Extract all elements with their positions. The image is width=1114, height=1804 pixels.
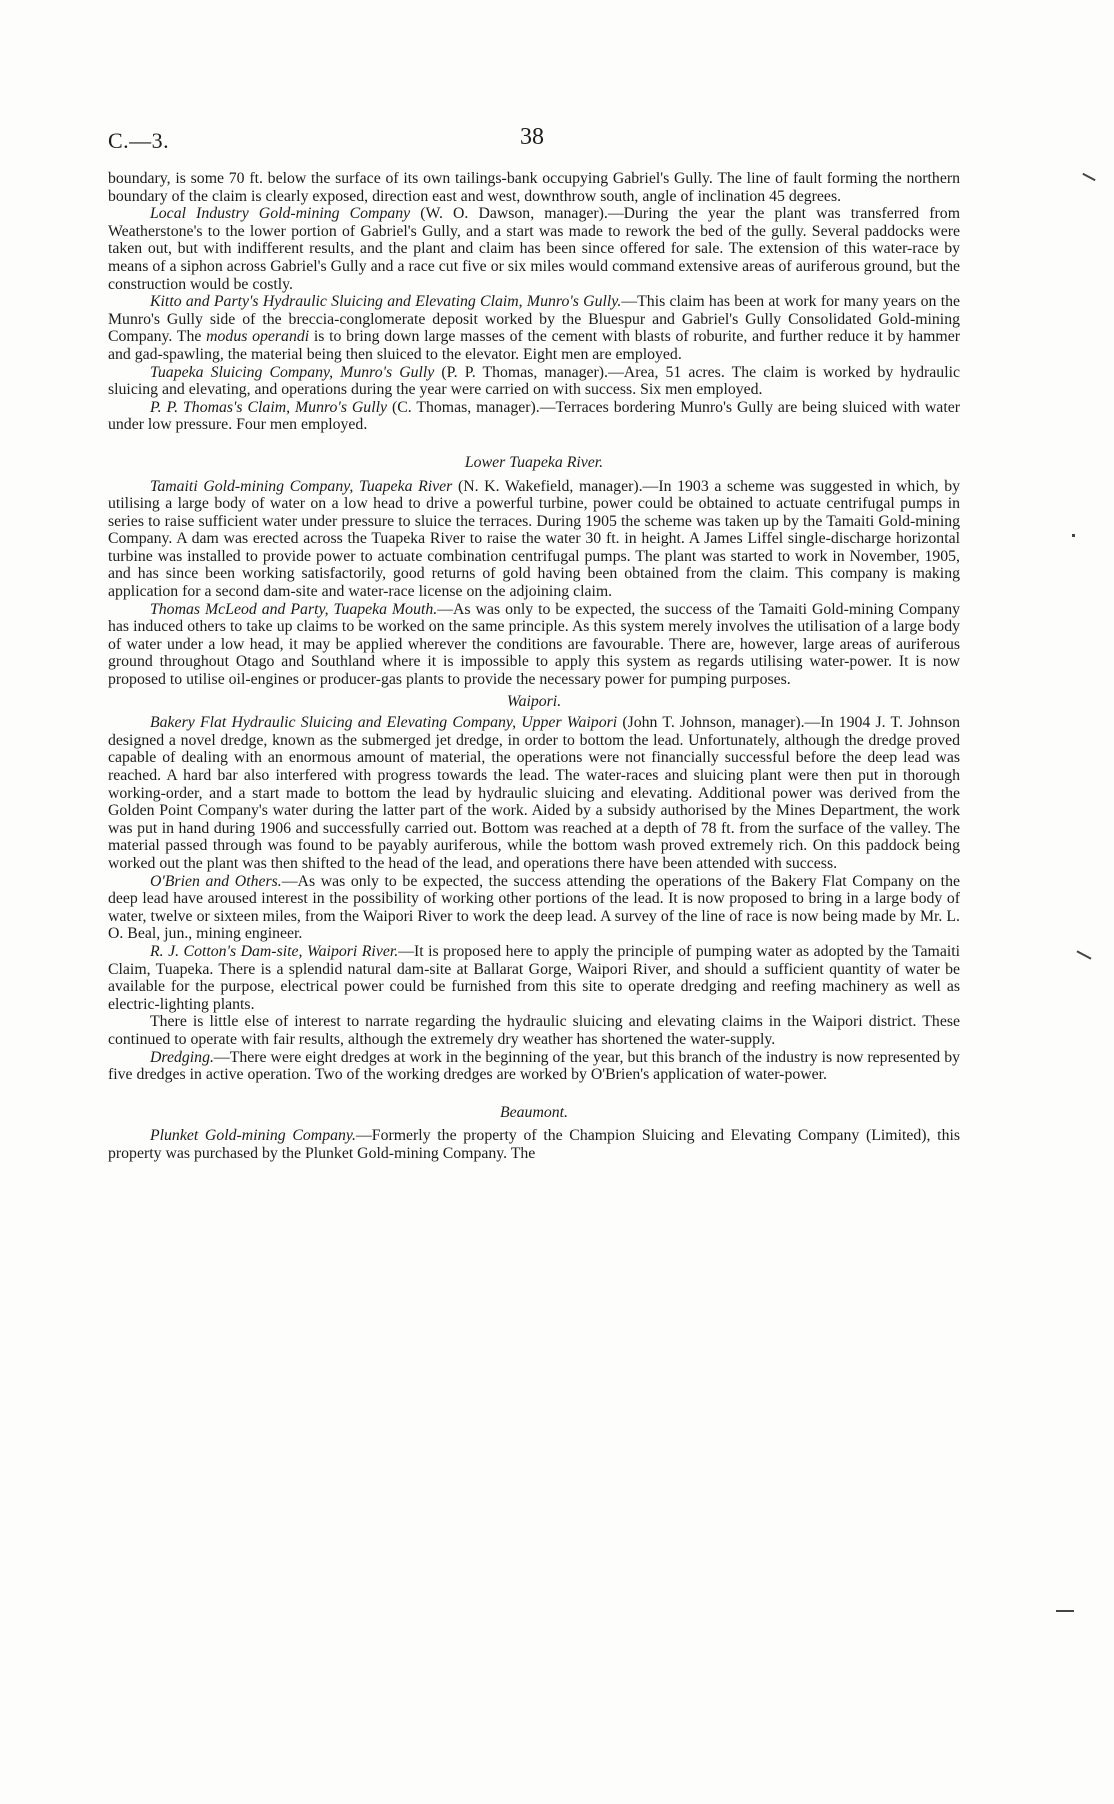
paragraph-thomas-claim: P. P. Thomas's Claim, Munro's Gully (C. Thomas, manager).—Terraces bordering Munro's Gully are being sluiced with water under low pressure. Four men employed. xyxy=(108,398,960,434)
body-text xyxy=(108,170,960,1162)
paragraph-mcleod: Thomas McLeod and Party, Tuapeka Mouth.—As was only to be expected, the success of the Tamaiti Gold-mining Company has induced others to take up claims to be worked on the same principle. As this system merely involves the utilisation of a large body of water under a low head, it may be applied wherever the conditions are favourable. There are, however, large areas of auriferous ground throughout Otago and Southland where it is impossible to apply this system as regards utilising water-power. It is now proposed to utilise oil-engines or producer-gas plants to provide the necessary power for pumping purposes. xyxy=(108,600,960,689)
claim-name: Plunket Gold-mining Company. xyxy=(150,1127,356,1145)
paragraph-tamaiti: Tamaiti Gold-mining Company, Tuapeka River (N. K. Wakefield, manager).—In 1903 a scheme was suggested in which, by utilising a large body of water on a low head to drive a powerful turbine, power could be obtained to actuate centrifugal pumps in series to raise sufficient water under pressure to sluice the terraces. During 1905 the scheme was taken up by the Tamaiti Gold-mining Company. A dam was erected across the Tuapeka River to raise the water 30 ft. in height. A James Liffel single-discharge horizontal turbine was installed to provide power to actuate combination centrifugal pumps. The plant was started to work in November, 1905, and has since been working satisfactorily, good returns of gold having been obtained from the claim. This company is making application for a second dam-site and water-race license on the adjoining claim. xyxy=(108,477,960,601)
claim-name: P. P. Thomas's Claim, Munro's Gully xyxy=(150,398,387,416)
claim-name: Thomas McLeod and Party, Tuapeka Mouth. xyxy=(150,600,438,618)
paragraph-cotton-dam-site: R. J. Cotton's Dam-site, Waipori River.—It is proposed here to apply the principle of pumping water as adopted by the Tamaiti Claim, Tuapeka. There is a splendid natural dam-site at Ballarat Gorge, Waipori River, and should a sufficient quantity of water be available for the purpose, electrical power could be furnished from this site to operate dredging and reefing machinery as well as electric-lighting plants. xyxy=(108,942,961,1013)
margin-mark xyxy=(1056,1610,1074,1612)
page-header xyxy=(108,124,1008,168)
claim-name: O'Brien and Others. xyxy=(150,872,282,890)
claim-name: Dredging. xyxy=(150,1048,214,1066)
claim-name: Kitto and Party's Hydraulic Sluicing and Elevating Claim, Munro's Gully. xyxy=(150,293,622,311)
paragraph-boundary: boundary, is some 70 ft. below the surface of its own tailings-bank occupying Gabriel's Gully. The line of fault forming the northern boundary of the claim is clearly exposed, direction east and west, downthrow south, angle of inclination 45 degrees. xyxy=(108,170,960,205)
claim-name: Tuapeka Sluicing Company, Munro's Gully xyxy=(150,363,435,381)
margin-mark xyxy=(1082,173,1095,181)
claim-name: Tamaiti Gold-mining Company, Tuapeka River xyxy=(150,477,453,495)
section-heading-waipori: Waipori. xyxy=(506,692,562,710)
section-heading-beaumont: Beaumont. xyxy=(499,1103,568,1121)
paragraph-bakery-flat: Bakery Flat Hydraulic Sluicing and Elevating Company, Upper Waipori (John T. Johnson, manager).—In 1904 J. T. Johnson designed a novel dredge, known as the submerged jet dredge, in order to bottom the lead. Unfortunately, although the dredge proved capable of dealing with an enormous amount of material, the operations were not financially successful before the deep lead was reached. A hard bar also interfered with progress towards the lead. The water-races and sluicing plant were then put in thorough working-order, and a start made to bottom the lead by hydraulic sluicing and elevating. Additional power was derived from the Golden Point Company's water during the latter part of the work. Aided by a subsidy authorised by the Mines Department, the work was put in hand during 1906 and successfully carried out. Bottom was reached at a depth of 78 ft. from the surface of the valley. The material passed through was found to be payably auriferous, while the bottom wash proved extremely rich. On this paddock being worked out the plant was then shifted to the head of the lead, and operations there have been attended with success. xyxy=(108,714,960,872)
paragraph-waipori-summary: There is little else of interest to narrate regarding the hydraulic sluicing and elevating claims in the Waipori district. These continued to operate with fair results, although the extremely dry weather has shortened the water-supply. xyxy=(108,1013,960,1048)
margin-mark xyxy=(1076,950,1091,959)
claim-name: Bakery Flat Hydraulic Sluicing and Elevating Company, Upper Waipori xyxy=(150,714,618,732)
document-reference: C.—3. xyxy=(108,128,170,153)
claim-name: Local Industry Gold-mining Company xyxy=(150,205,411,223)
claim-name: R. J. Cotton's Dam-site, Waipori River. xyxy=(150,942,399,960)
paragraph-local-industry: Local Industry Gold-mining Company (W. O. Dawson, manager).—During the year the plant was transferred from Weatherstone's to the lower portion of Gabriel's Gully, and a start was made to rework the bed of the gully. Several paddocks were taken out, but with indifferent results, and the plant and claim has been since offered for sale. The extension of this water-race by means of a siphon across Gabriel's Gully and a race cut five or six miles would command extensive areas of auriferous ground, but the construction would be costly. xyxy=(108,205,960,293)
paragraph-kitto: Kitto and Party's Hydraulic Sluicing and Elevating Claim, Munro's Gully.—This claim has been at work for many years on the Munro's Gully side of the breccia-conglomerate deposit worked by the Bluespur and Gabriel's Gully Consolidated Gold-mining Company. The modus operandi is to bring down large masses of the cement with blasts of roburite, and further reduce it by hammer and gad-spawling, the material being then sluiced to the elevator. Eight men are employed. xyxy=(108,293,960,363)
paragraph-plunket: Plunket Gold-mining Company.—Formerly the property of the Champion Sluicing and Elevating Company (Limited), this property was purchased by the Plunket Gold-mining Company. The xyxy=(108,1127,960,1162)
margin-mark xyxy=(1072,534,1075,537)
page-number: 38 xyxy=(520,124,544,150)
paragraph-tuapeka-sluicing: Tuapeka Sluicing Company, Munro's Gully (P. P. Thomas, manager).—Area, 51 acres. The claim is worked by hydraulic sluicing and elevating, and operations during the year were carried on with success. Six men employed. xyxy=(108,363,960,399)
section-heading-lower-tuapeka: Lower Tuapeka River. xyxy=(464,453,604,471)
paragraph-dredging: Dredging.—There were eight dredges at work in the beginning of the year, but this branch of the industry is now represented by five dredges in active operation. Two of the working dredges are worked by O'Brien's application of water-power. xyxy=(108,1048,960,1084)
paragraph-obrien: O'Brien and Others.—As was only to be expected, the success attending the operations of the Bakery Flat Company on the deep lead have aroused interest in the possibility of working other portions of the lead. It is now proposed to bring in a large body of water, twelve or sixteen miles, from the Waipori River to work the deep lead. A survey of the line of race is now being made by Mr. L. O. Beal, jun., mining engineer. xyxy=(108,872,960,943)
